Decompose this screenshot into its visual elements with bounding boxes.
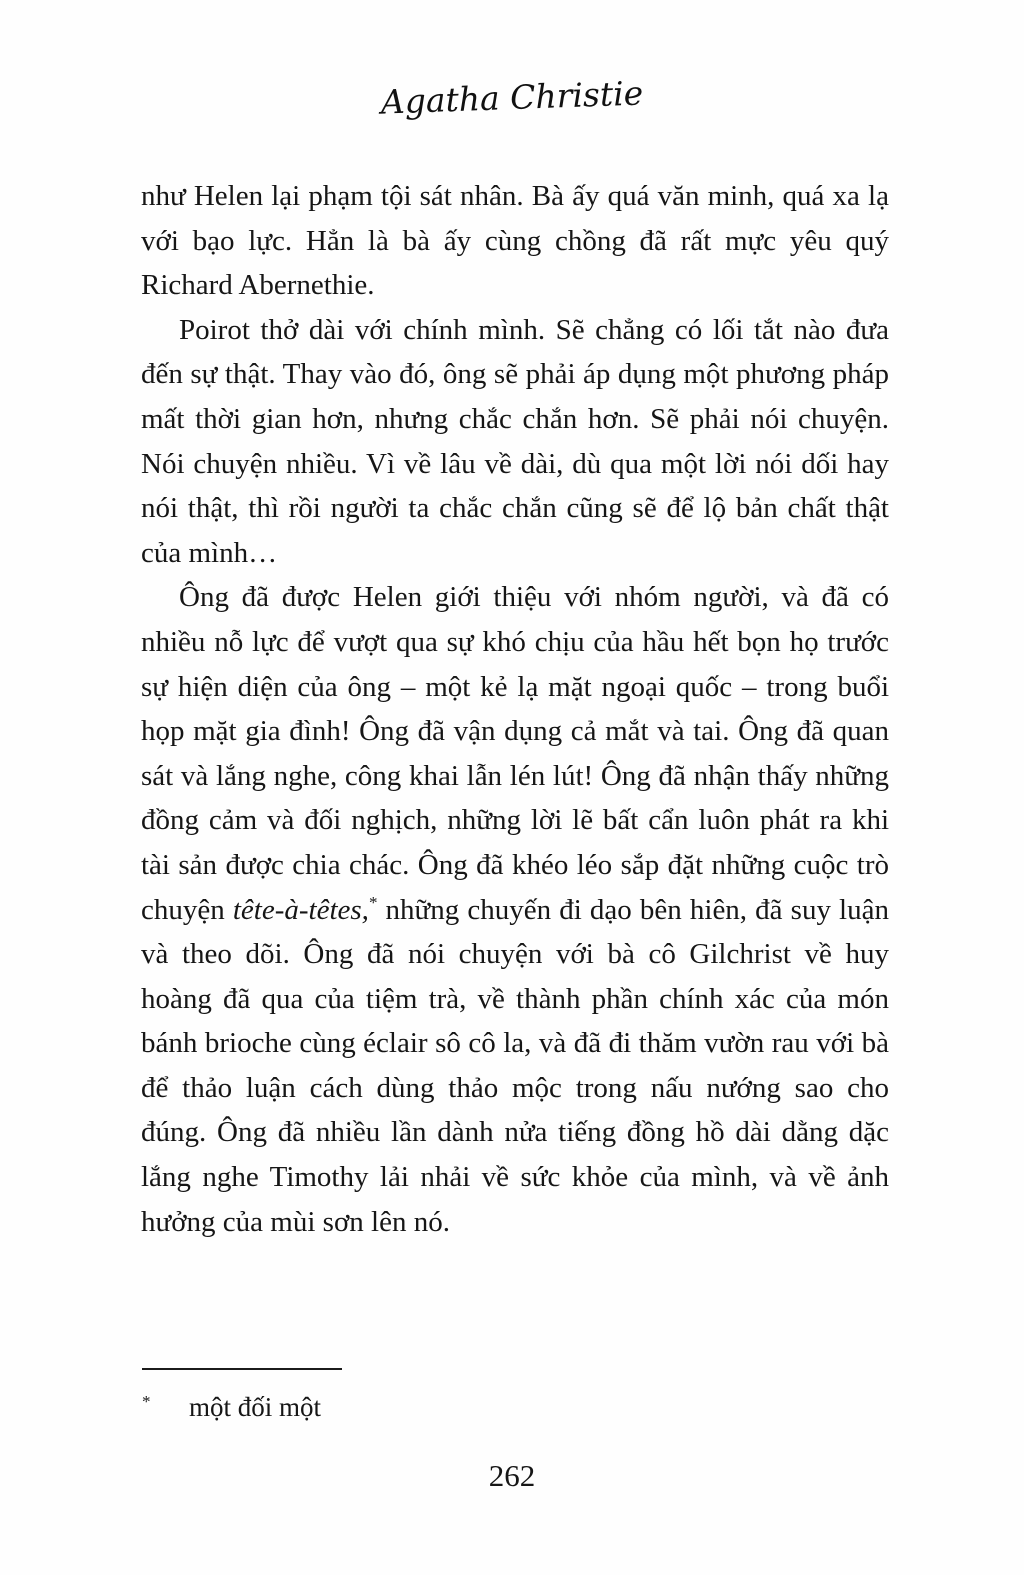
footnote-divider (142, 1368, 342, 1370)
paragraph-3 (141, 575, 889, 1244)
body-text (141, 174, 889, 1244)
page-number: 262 (488, 1458, 536, 1493)
paragraph-1: như Helen lại phạm tội sát nhân. Bà ấy quá văn minh, quá xa lạ với bạo lực. Hẳn là bà ấy cùng chồng đã rất mực yêu quý Richard Abernethie. (141, 180, 889, 302)
paragraph-2: Poirot thở dài với chính mình. Sẽ chẳng có lối tắt nào đưa đến sự thật. Thay vào đó, ông sẽ phải áp dụng một phương pháp mất thời gian hơn, nhưng chắc chắn hơn. Sẽ phải nói chuyện. Nói chuyện nhiều. Vì về lâu về dài, dù qua một lời nói dối hay nói thật, thì rồi người ta chắc chắn cũng sẽ để lộ bản chất thật của mình… (141, 313, 889, 569)
footnote (142, 1382, 321, 1427)
footnote-marker: * (142, 1392, 151, 1411)
paragraph-3-text-before-italic: Ông đã được Helen giới thiệu với nhóm người, và đã có nhiều nỗ lực để vượt qua sự khó chịu của hầu hết bọn họ trước sự hiện diện của ông – một kẻ lạ mặt ngoại quốc – trong buổi họp mặt gia đình! Ông đã vận dụng cả mắt và tai. Ông đã quan sát và lắng nghe, công khai lẫn lén lút! Ông đã nhận thấy những đồng cảm và đối nghịch, những lời lẽ bất cẩn luôn phát ra khi tài sản được chia chác. Ông đã khéo léo sắp đặt những cuộc trò chuyện (141, 581, 889, 926)
paragraph-3-text-after-italic: những chuyến đi dạo bên hiên, đã suy luận và theo dõi. Ông đã nói chuyện với bà cô Gilchrist về huy hoàng đã qua của tiệm trà, về thành phần chính xác của món bánh brioche cùng éclair sô cô la, và đã đi thăm vườn rau với bà để thảo luận cách dùng thảo mộc trong nấu nướng sao cho đúng. Ông đã nhiều lần dành nửa tiếng đồng hồ dài dằng dặc lắng nghe Timothy lải nhải về sức khỏe của mình, và về ảnh hưởng của mùi sơn lên nó. (141, 893, 889, 1238)
paragraph-3-italic-phrase: tête-à-têtes, (232, 893, 369, 926)
footnote-reference-asterisk: * (368, 892, 378, 912)
agatha-christie-signature: Agatha Christie (380, 73, 644, 122)
footnote-text: một đối một (189, 1392, 322, 1422)
